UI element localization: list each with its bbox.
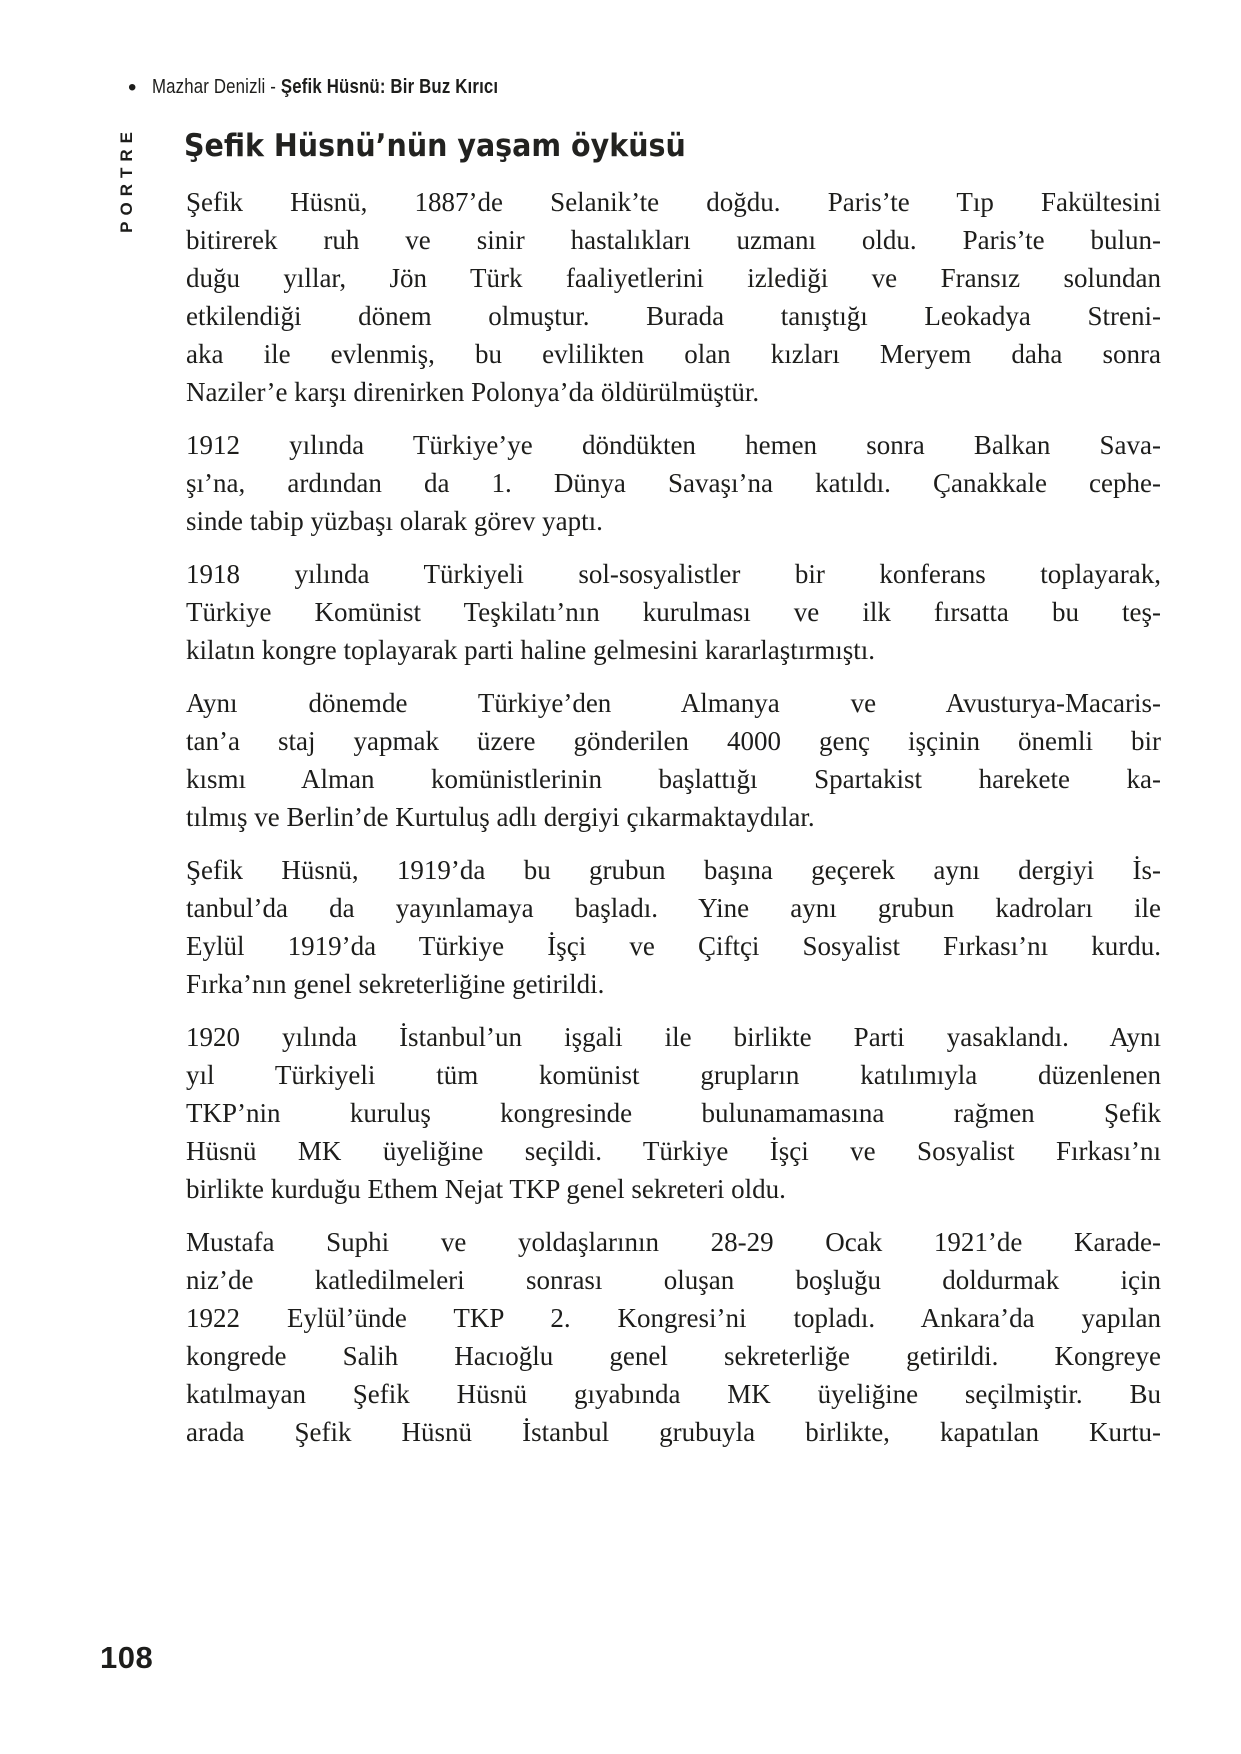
text-line: şı’na, ardından da 1. Dünya Savaşı’na katıldı. Çanakkale cephe- — [186, 468, 1161, 498]
header-book-title: Şefik Hüsnü: Bir Buz Kırıcı — [281, 76, 499, 98]
text-line: tanbul’da da yayınlamaya başladı. Yine aynı grubun kadroları ile — [186, 893, 1161, 923]
text-line: aka ile evlenmiş, bu evlilikten olan kızları Meryem daha sonra — [186, 339, 1161, 369]
paragraph — [186, 426, 1161, 540]
text-line: kısmı Alman komünistlerinin başlattığı Spartakist harekete ka- — [186, 764, 1161, 794]
text-line: Türkiye Komünist Teşkilatı’nın kurulması ve ilk fırsatta bu teş- — [186, 597, 1161, 627]
text-line: tılmış ve Berlin’de Kurtuluş adlı dergiyi çıkarmaktaydılar. — [186, 802, 815, 832]
text-line: Mustafa Suphi ve yoldaşlarının 28-29 Ocak 1921’de Karade- — [186, 1227, 1161, 1257]
text-line: Aynı dönemde Türkiye’den Almanya ve Avusturya-Macaris- — [186, 688, 1161, 718]
text-line: kilatın kongre toplayarak parti haline gelmesini kararlaştırmıştı. — [186, 635, 876, 665]
text-line: tan’a staj yapmak üzere gönderilen 4000 genç işçinin önemli bir — [186, 726, 1161, 756]
text-line: niz’de katledilmeleri sonrası oluşan boşluğu doldurmak için — [186, 1265, 1161, 1295]
text-line: arada Şefik Hüsnü İstanbul grubuyla birlikte, kapatılan Kurtu- — [186, 1417, 1161, 1447]
text-line: Şefik Hüsnü, 1887’de Selanik’te doğdu. Paris’te Tıp Fakültesini — [186, 187, 1161, 217]
text-line: kongrede Salih Hacıoğlu genel sekreterliğe getirildi. Kongreye — [186, 1341, 1161, 1371]
text-line: katılmayan Şefik Hüsnü gıyabında MK üyeliğine seçilmiştir. Bu — [186, 1379, 1161, 1409]
text-line: 1912 yılında Türkiye’ye döndükten hemen sonra Balkan Sava- — [186, 430, 1161, 460]
text-line: Naziler’e karşı direnirken Polonya’da öldürülmüştür. — [186, 377, 760, 407]
text-line: TKP’nin kuruluş kongresinde bulunamamasına rağmen Şefik — [186, 1098, 1161, 1128]
text-line: sinde tabip yüzbaşı olarak görev yaptı. — [186, 506, 603, 536]
section-label-portre: PORTRE — [117, 126, 136, 233]
article-body — [186, 183, 1161, 1466]
text-line: 1922 Eylül’ünde TKP 2. Kongresi’ni topladı. Ankara’da yapılan — [186, 1303, 1161, 1333]
text-line: duğu yıllar, Jön Türk faaliyetlerini izlediği ve Fransız solundan — [186, 263, 1161, 293]
article-title: Şefik Hüsnü’nün yaşam öyküsü — [184, 128, 686, 164]
text-line: Şefik Hüsnü, 1919’da bu grubun başına geçerek aynı dergiyi İs- — [186, 855, 1161, 885]
text-line: 1918 yılında Türkiyeli sol-sosyalistler bir konferans toplayarak, — [186, 559, 1161, 589]
paragraph — [186, 555, 1161, 669]
paragraph — [186, 684, 1161, 836]
header-author: Mazhar Denizli - — [152, 76, 282, 98]
text-line: yıl Türkiyeli tüm komünist grupların katılımıyla düzenlenen — [186, 1060, 1161, 1090]
text-line: Hüsnü MK üyeliğine seçildi. Türkiye İşçi ve Sosyalist Fırkası’nı — [186, 1136, 1161, 1166]
page-number: 108 — [100, 1640, 154, 1675]
text-line: 1920 yılında İstanbul’un işgali ile birlikte Parti yasaklandı. Aynı — [186, 1022, 1161, 1052]
paragraph — [186, 1223, 1161, 1451]
text-line: bitirerek ruh ve sinir hastalıkları uzmanı oldu. Paris’te bulun- — [186, 225, 1161, 255]
running-header — [128, 73, 565, 101]
text-line: Eylül 1919’da Türkiye İşçi ve Çiftçi Sosyalist Fırkası’nı kurdu. — [186, 931, 1161, 961]
bullet-icon: • — [128, 73, 137, 101]
text-line: etkilendiği dönem olmuştur. Burada tanıştığı Leokadya Streni- — [186, 301, 1161, 331]
running-header-text — [152, 76, 498, 99]
text-line: birlikte kurduğu Ethem Nejat TKP genel sekreteri oldu. — [186, 1174, 786, 1204]
text-line: Fırka’nın genel sekreterliğine getirildi. — [186, 969, 605, 999]
paragraph — [186, 851, 1161, 1003]
paragraph — [186, 1018, 1161, 1208]
paragraph — [186, 183, 1161, 411]
